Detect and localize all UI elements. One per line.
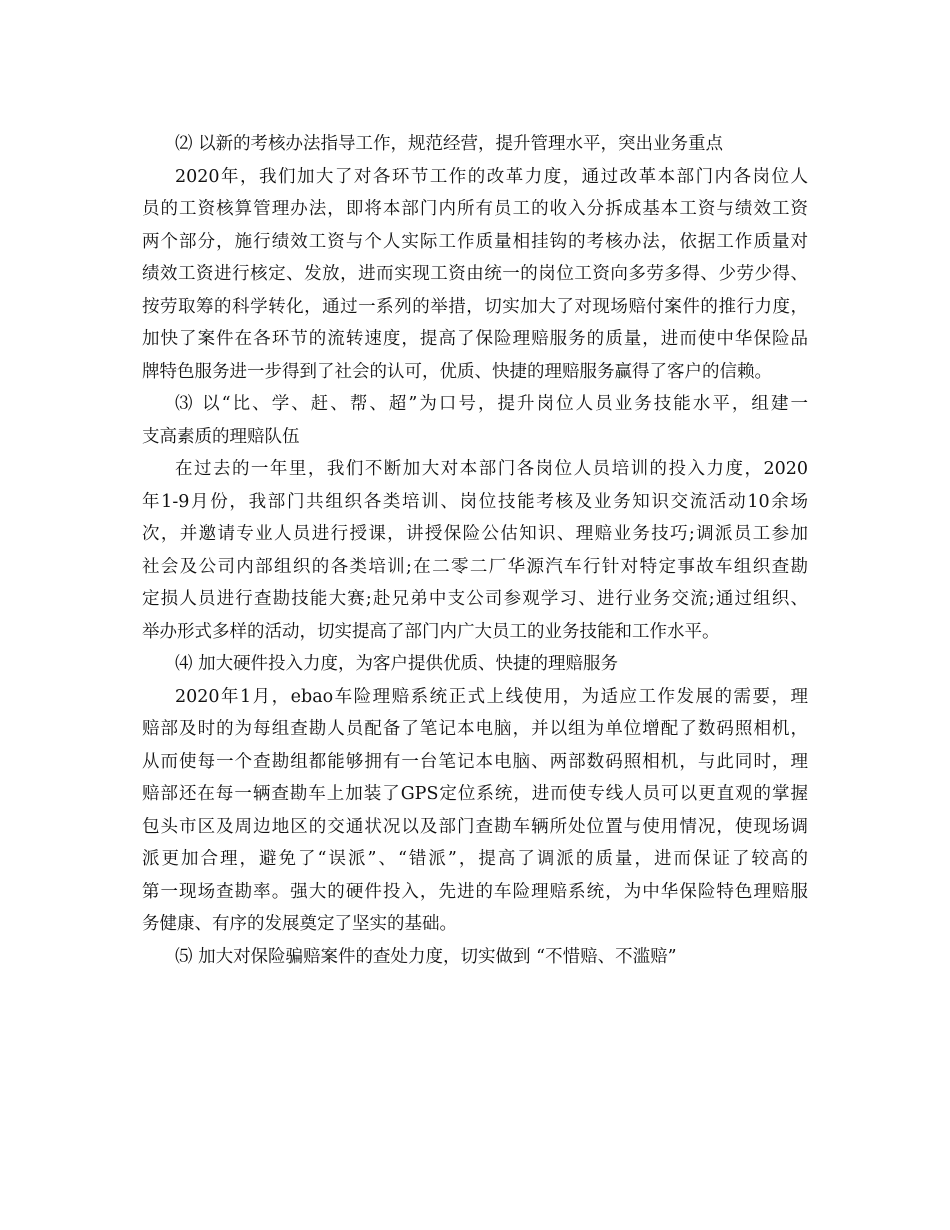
section-heading: ⑷ 加大硬件投入力度，为客户提供优质、快捷的理赔服务 xyxy=(175,654,619,674)
paragraph-line: 牌特色服务进一步得到了社会的认可，优质、快捷的理赔服务赢得了客户的信赖。 xyxy=(142,361,772,382)
paragraph-line: 按劳取筹的科学转化，通过一系列的举措，切实加大了对现场赔付案件的推行力度， xyxy=(142,296,808,317)
paragraph-line: 派更加合理，避免了“误派”、“错派”，提高了调派的质量，进而保证了较高的 xyxy=(142,849,808,869)
paragraph-line: 2020年，我们加大了对各环节工作的改革力度，通过改革本部门内各岗位人 xyxy=(175,166,808,187)
paragraph-line: 员的工资核算管理办法，即将本部门内所有员工的收入分拆成基本工资与绩效工资 xyxy=(142,199,808,219)
paragraph-line: 务健康、有序的发展奠定了坚实的基础。 xyxy=(142,914,457,934)
paragraph-line: 年1-9月份，我部门共组织各类培训、岗位技能考核及业务知识交流活动10余场 xyxy=(142,491,808,512)
paragraph-line: 社会及公司内部组织的各类培训;在二零二厂华源汽车行针对特定事故车组织查勘 xyxy=(142,556,808,577)
section-heading: ⑶ 以“比、学、赶、帮、超”为口号，提升岗位人员业务技能水平，组建一 xyxy=(175,394,808,414)
paragraph-line: 两个部分，施行绩效工资与个人实际工作质量相挂钩的考核办法，依据工作质量对 xyxy=(142,231,808,252)
paragraph-line: 赔部及时的为每组查勘人员配备了笔记本电脑，并以组为单位增配了数码照相机， xyxy=(142,719,808,739)
paragraph-line: 定损人员进行查勘技能大赛;赴兄弟中支公司参观学习、进行业务交流;通过组织、 xyxy=(142,589,808,609)
paragraph-line: 绩效工资进行核定、发放，进而实现工资由统一的岗位工资向多劳多得、少劳少得、 xyxy=(142,264,808,284)
section-heading: ⑵ 以新的考核办法指导工作，规范经营，提升管理水平，突出业务重点 xyxy=(175,134,724,154)
section-heading: 支高素质的理赔队伍 xyxy=(142,426,300,447)
paragraph-line: 第一现场查勘率。强大的硬件投入，先进的车险理赔系统，为中华保险特色理赔服 xyxy=(142,881,808,902)
paragraph-line: 包头市区及周边地区的交通状况以及部门查勘车辆所处位置与使用情况，使现场调 xyxy=(142,816,808,837)
paragraph-line: 次，并邀请专业人员进行授课，讲授保险公估知识、理赔业务技巧;调派员工参加 xyxy=(142,524,808,544)
paragraph-line: 2020年1月，ebao车险理赔系统正式上线使用，为适应工作发展的需要，理 xyxy=(175,686,808,707)
section-heading: ⑸ 加大对保险骗赔案件的查处力度，切实做到 “不惜赔、不滥赔” xyxy=(175,946,677,967)
paragraph-line: 赔部还在每一辆查勘车上加装了GPS定位系统，进而使专线人员可以更直观的掌握 xyxy=(142,784,808,804)
paragraph-line: 在过去的一年里，我们不断加大对本部门各岗位人员培训的投入力度，2020 xyxy=(175,459,808,479)
paragraph-line: 举办形式多样的活动，切实提高了部门内广大员工的业务技能和工作水平。 xyxy=(142,621,720,642)
document-body xyxy=(142,128,808,973)
paragraph-line: 加快了案件在各环节的流转速度，提高了保险理赔服务的质量，进而使中华保险品 xyxy=(142,329,808,349)
paragraph-line: 从而使每一个查勘组都能够拥有一台笔记本电脑、两部数码照相机，与此同时，理 xyxy=(142,751,808,772)
